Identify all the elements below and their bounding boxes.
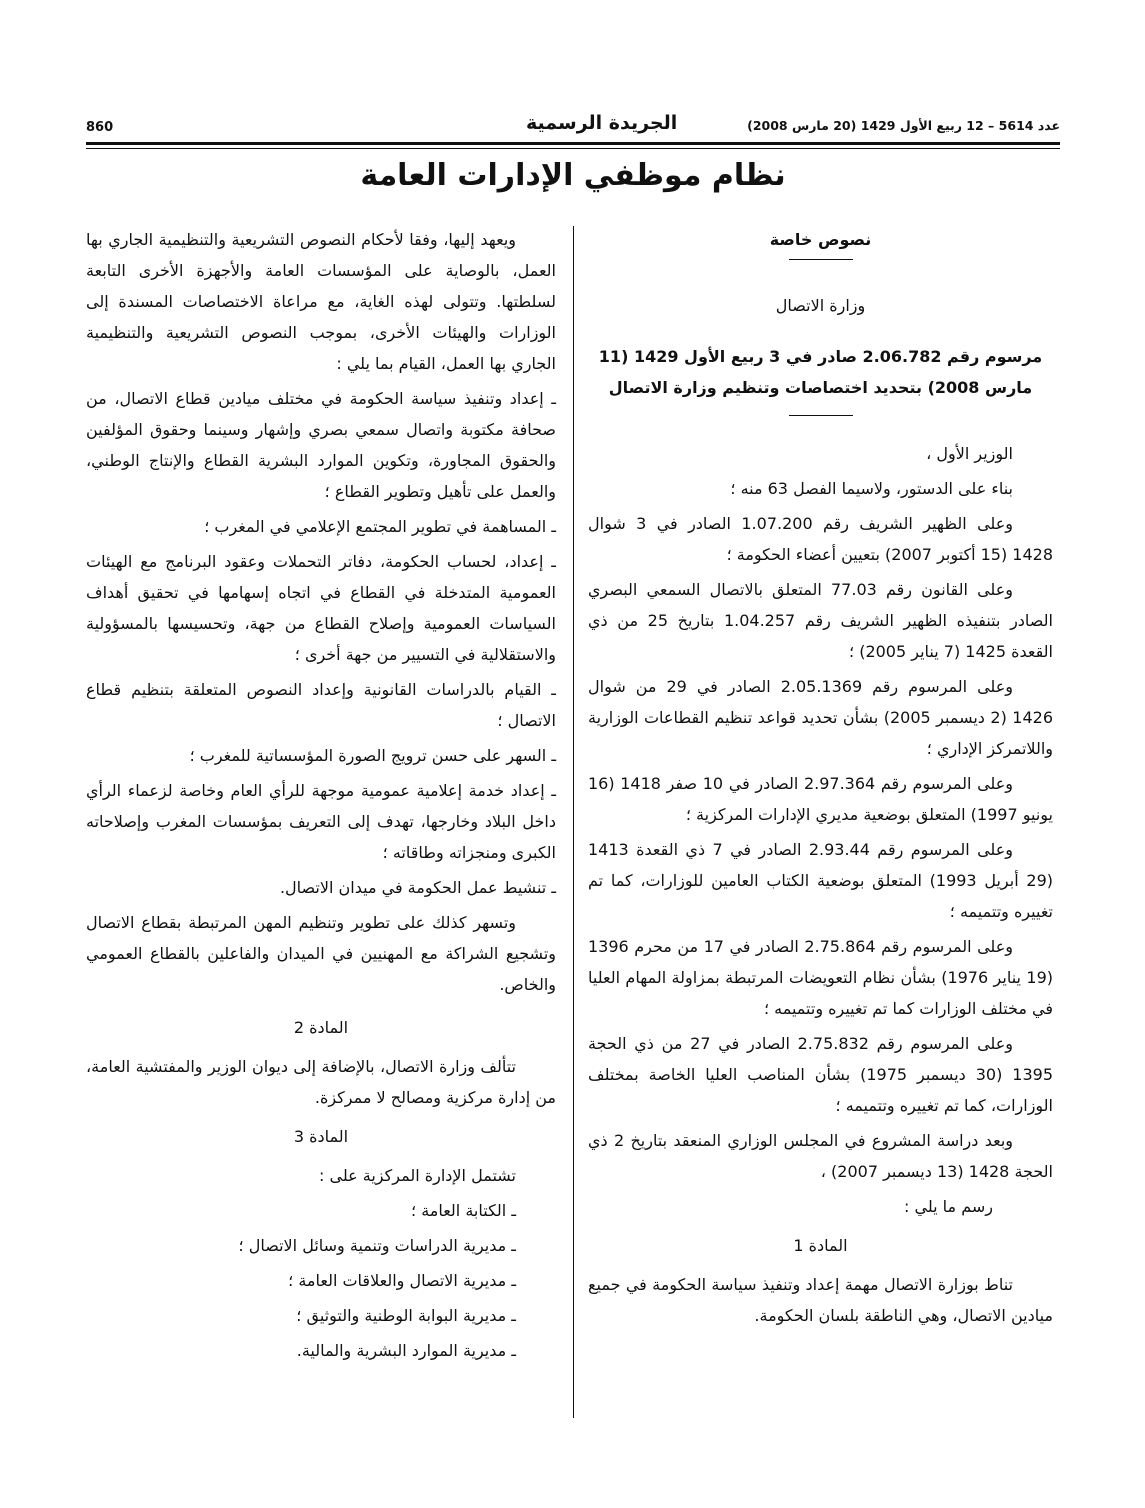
left-column xyxy=(86,224,556,1366)
article-1-heading: المادة 1 xyxy=(793,1236,848,1255)
paragraph: وعلى المرسوم رقم 2.97.364 الصادر في 10 صفر 1418 (16 يونيو 1997) المتعلق بوضعية مديري الإدارات المركزية ؛ xyxy=(588,774,1053,824)
section-title: نظام موظفي الإدارات العامة xyxy=(360,158,786,193)
department-item: ـ مديرية البوابة الوطنية والتوثيق ؛ xyxy=(296,1306,516,1325)
paragraph: وعلى المرسوم رقم 2.05.1369 الصادر في 29 من شوال 1426 (2 ديسمبر 2005) بشأن تحديد قواعد تنظيم القطاعات الوزارية واللاتمركز الإداري ؛ xyxy=(588,677,1053,758)
paragraph: وعلى المرسوم رقم 2.75.864 الصادر في 17 من محرم 1396 (19 يناير 1976) بشأن نظام التعويضات المرتبطة بمزاولة المهام العليا في مختلف الوزارات كما تم تغييره وتتميمه ؛ xyxy=(588,937,1053,1018)
small-rule xyxy=(789,415,853,416)
prime-minister: الوزير الأول ، xyxy=(926,444,1013,463)
ministry-name: وزارة الاتصال xyxy=(775,296,866,315)
department-item: ـ مديرية الموارد البشرية والمالية. xyxy=(296,1341,516,1360)
page-header xyxy=(86,112,1060,140)
task-item: ـ القيام بالدراسات القانونية وإعداد النصوص المتعلقة بتنظيم قطاع الاتصال ؛ xyxy=(86,680,556,730)
special-texts-heading: نصوص خاصة xyxy=(769,230,872,249)
task-item: ـ إعداد، لحساب الحكومة، دفاتر التحملات وعقود البرنامج مع الهيئات العمومية المتدخلة في القطاع في اتجاه إسهامها في تحقيق أهداف السياسات العمومية وإصلاح القطاع من جهة، وتحسيسها بالمسؤولية والاستقلالية في التسيير من جهة أخرى ؛ xyxy=(86,552,556,664)
paragraph: وعلى القانون رقم 77.03 المتعلق بالاتصال السمعي البصري الصادر بتنفيذه الظهير الشريف رقم 1.04.257 بتاريخ 25 من ذي القعدة 1425 (7 يناير 2005) ؛ xyxy=(588,580,1053,661)
department-item: ـ مديرية الاتصال والعلاقات العامة ؛ xyxy=(288,1271,516,1290)
decree-title: مرسوم رقم 2.06.782 صادر في 3 ربيع الأول 1429 (11 مارس 2008) بتحديد اختصاصات وتنظيم وزارة الاتصال xyxy=(598,347,1043,397)
task-item: ـ إعداد خدمة إعلامية عمومية موجهة للرأي العام وخاصة لزعماء الرأي داخل البلاد وخارجها، تهدف إلى التعريف بمؤسسات المغرب وإصلاحاته الكبرى ومنجزاته وطاقاته ؛ xyxy=(86,781,556,862)
closing-paragraph: وتسهر كذلك على تطوير وتنظيم المهن المرتبطة بقطاع الاتصال وتشجيع الشراكة مع المهنيين في الميدان والفاعلين بالقطاع العمومي والخاص. xyxy=(86,913,556,994)
article-1-text: تناط بوزارة الاتصال مهمة إعداد وتنفيذ سياسة الحكومة في جميع ميادين الاتصال، وهي الناطقة بلسان الحكومة. xyxy=(588,1275,1053,1325)
article-3-intro: تشتمل الإدارة المركزية على : xyxy=(319,1166,516,1185)
article-3-heading: المادة 3 xyxy=(293,1127,349,1146)
task-item: ـ إعداد وتنفيذ سياسة الحكومة في مختلف ميادين قطاع الاتصال، من صحافة مكتوبة واتصال سمعي بصري وإشهار وسينما وحقوق المؤلفين والحقوق المجاورة، وتكوين الموارد البشرية القطاع والإنتاج الوطني، والعمل على تأهيل وتطوير القطاع ؛ xyxy=(86,389,556,501)
department-item: ـ مديرية الدراسات وتنمية وسائل الاتصال ؛ xyxy=(238,1236,516,1255)
task-item: ـ المساهمة في تطوير المجتمع الإعلامي في المغرب ؛ xyxy=(204,517,556,536)
header-rule-thick xyxy=(86,142,1060,145)
journal-title: الجريدة الرسمية xyxy=(526,112,678,134)
task-item: ـ السهر على حسن ترويج الصورة المؤسساتية للمغرب ؛ xyxy=(189,746,556,765)
right-column xyxy=(588,224,1053,1331)
paragraph: وعلى المرسوم رقم 2.75.832 الصادر في 27 من ذي الحجة 1395 (30 ديسمبر 1975) بشأن المناصب العليا الخاصة بمختلف الوزارات، كما تم تغييره وتتميمه ؛ xyxy=(588,1034,1054,1115)
small-rule xyxy=(789,259,853,260)
issue-line: عدد 5614 – 12 ربيع الأول 1429 (20 مارس 2008) xyxy=(747,118,1060,133)
department-item: ـ الكتابة العامة ؛ xyxy=(411,1201,516,1220)
header-rule-thin xyxy=(86,148,1060,149)
paragraph: وبعد دراسة المشروع في المجلس الوزاري المنعقد بتاريخ 2 ذي الحجة 1428 (13 ديسمبر 2007) ، xyxy=(588,1131,1053,1181)
paragraph: وعلى المرسوم رقم 2.93.44 الصادر في 7 ذي القعدة 1413 (29 أبريل 1993) المتعلق بوضعية الكتاب العامين للوزارات، كما تم تغييره وتتميمه ؛ xyxy=(588,840,1053,921)
task-item: ـ تنشيط عمل الحكومة في ميدان الاتصال. xyxy=(279,878,556,897)
paragraph: بناء على الدستور، ولاسيما الفصل 63 منه ؛ xyxy=(730,479,1013,498)
article-2-heading: المادة 2 xyxy=(293,1018,349,1037)
page-number: 860 xyxy=(86,120,114,135)
column-divider xyxy=(573,226,574,1418)
paragraph: وعلى الظهير الشريف رقم 1.07.200 الصادر في 3 شوال 1428 (15 أكتوبر 2007) بتعيين أعضاء الحكومة ؛ xyxy=(588,514,1053,564)
decreed-line: رسم ما يلي : xyxy=(904,1197,993,1216)
intro-paragraph: ويعهد إليها، وفقا لأحكام النصوص التشريعية والتنظيمية الجاري بها العمل، بالوصاية على المؤسسات العامة والأجهزة الأخرى التابعة لسلطتها. وتتولى لهذه الغاية، مع مراعاة الاختصاصات المسندة إلى الوزارات والهيئات الأخرى، بموجب النصوص التشريعية والتنظيمية الجاري بها العمل، القيام بما يلي : xyxy=(86,230,556,373)
article-2-text: تتألف وزارة الاتصال، بالإضافة إلى ديوان الوزير والمفتشية العامة، من إدارة مركزية ومصالح لا ممركزة. xyxy=(86,1057,556,1107)
